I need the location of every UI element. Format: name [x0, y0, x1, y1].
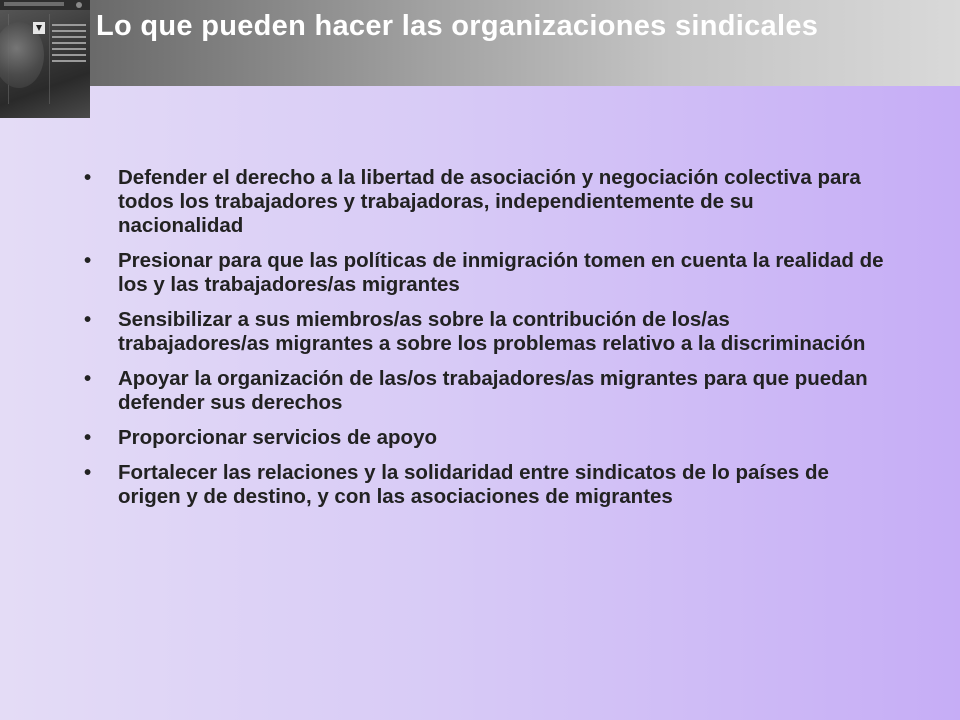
bullet-text: Apoyar la organización de las/os trabajadores/as migrantes para que puedan defender sus derechos: [118, 367, 868, 414]
bullet-item: [84, 308, 884, 356]
bullet-icon: •: [84, 308, 92, 331]
bullet-icon: •: [84, 426, 92, 449]
bullet-item: [84, 461, 884, 509]
bullet-icon: •: [84, 367, 92, 390]
bullet-item: [84, 166, 884, 238]
bullet-text: Presionar para que las políticas de inmigración tomen en cuenta la realidad de los y las trabajadores/as migrantes: [118, 249, 884, 296]
bullet-item: [84, 426, 884, 450]
bullet-text: Defender el derecho a la libertad de asociación y negociación colectiva para todos los trabajadores y trabajadoras, independientemente de su nacionalidad: [118, 166, 861, 237]
thumbnail-emblem-icon: [33, 22, 45, 34]
thumbnail-header-strip: [0, 0, 90, 10]
bullet-text: Proporcionar servicios de apoyo: [118, 426, 437, 449]
bullet-text: Sensibilizar a sus miembros/as sobre la contribución de los/as trabajadores/as migrantes a sobre los problemas relativo a la discriminación: [118, 308, 866, 355]
thumbnail-logo-icon: [76, 2, 82, 8]
bullet-item: [84, 367, 884, 415]
bullet-item: [84, 249, 884, 297]
thumbnail-header-text-bar: [4, 2, 64, 6]
slide-title: Lo que pueden hacer las organizaciones sindicales: [96, 10, 819, 42]
bullet-icon: •: [84, 461, 92, 484]
bullet-icon: •: [84, 166, 92, 189]
bullet-text: Fortalecer las relaciones y la solidaridad entre sindicatos de lo países de origen y de destino, y con las asociaciones de migrantes: [118, 461, 829, 508]
cover-thumbnail-image: [0, 0, 90, 118]
bullet-icon: •: [84, 249, 92, 272]
bullet-list: [84, 166, 884, 520]
thumbnail-text-lines: [52, 24, 86, 66]
